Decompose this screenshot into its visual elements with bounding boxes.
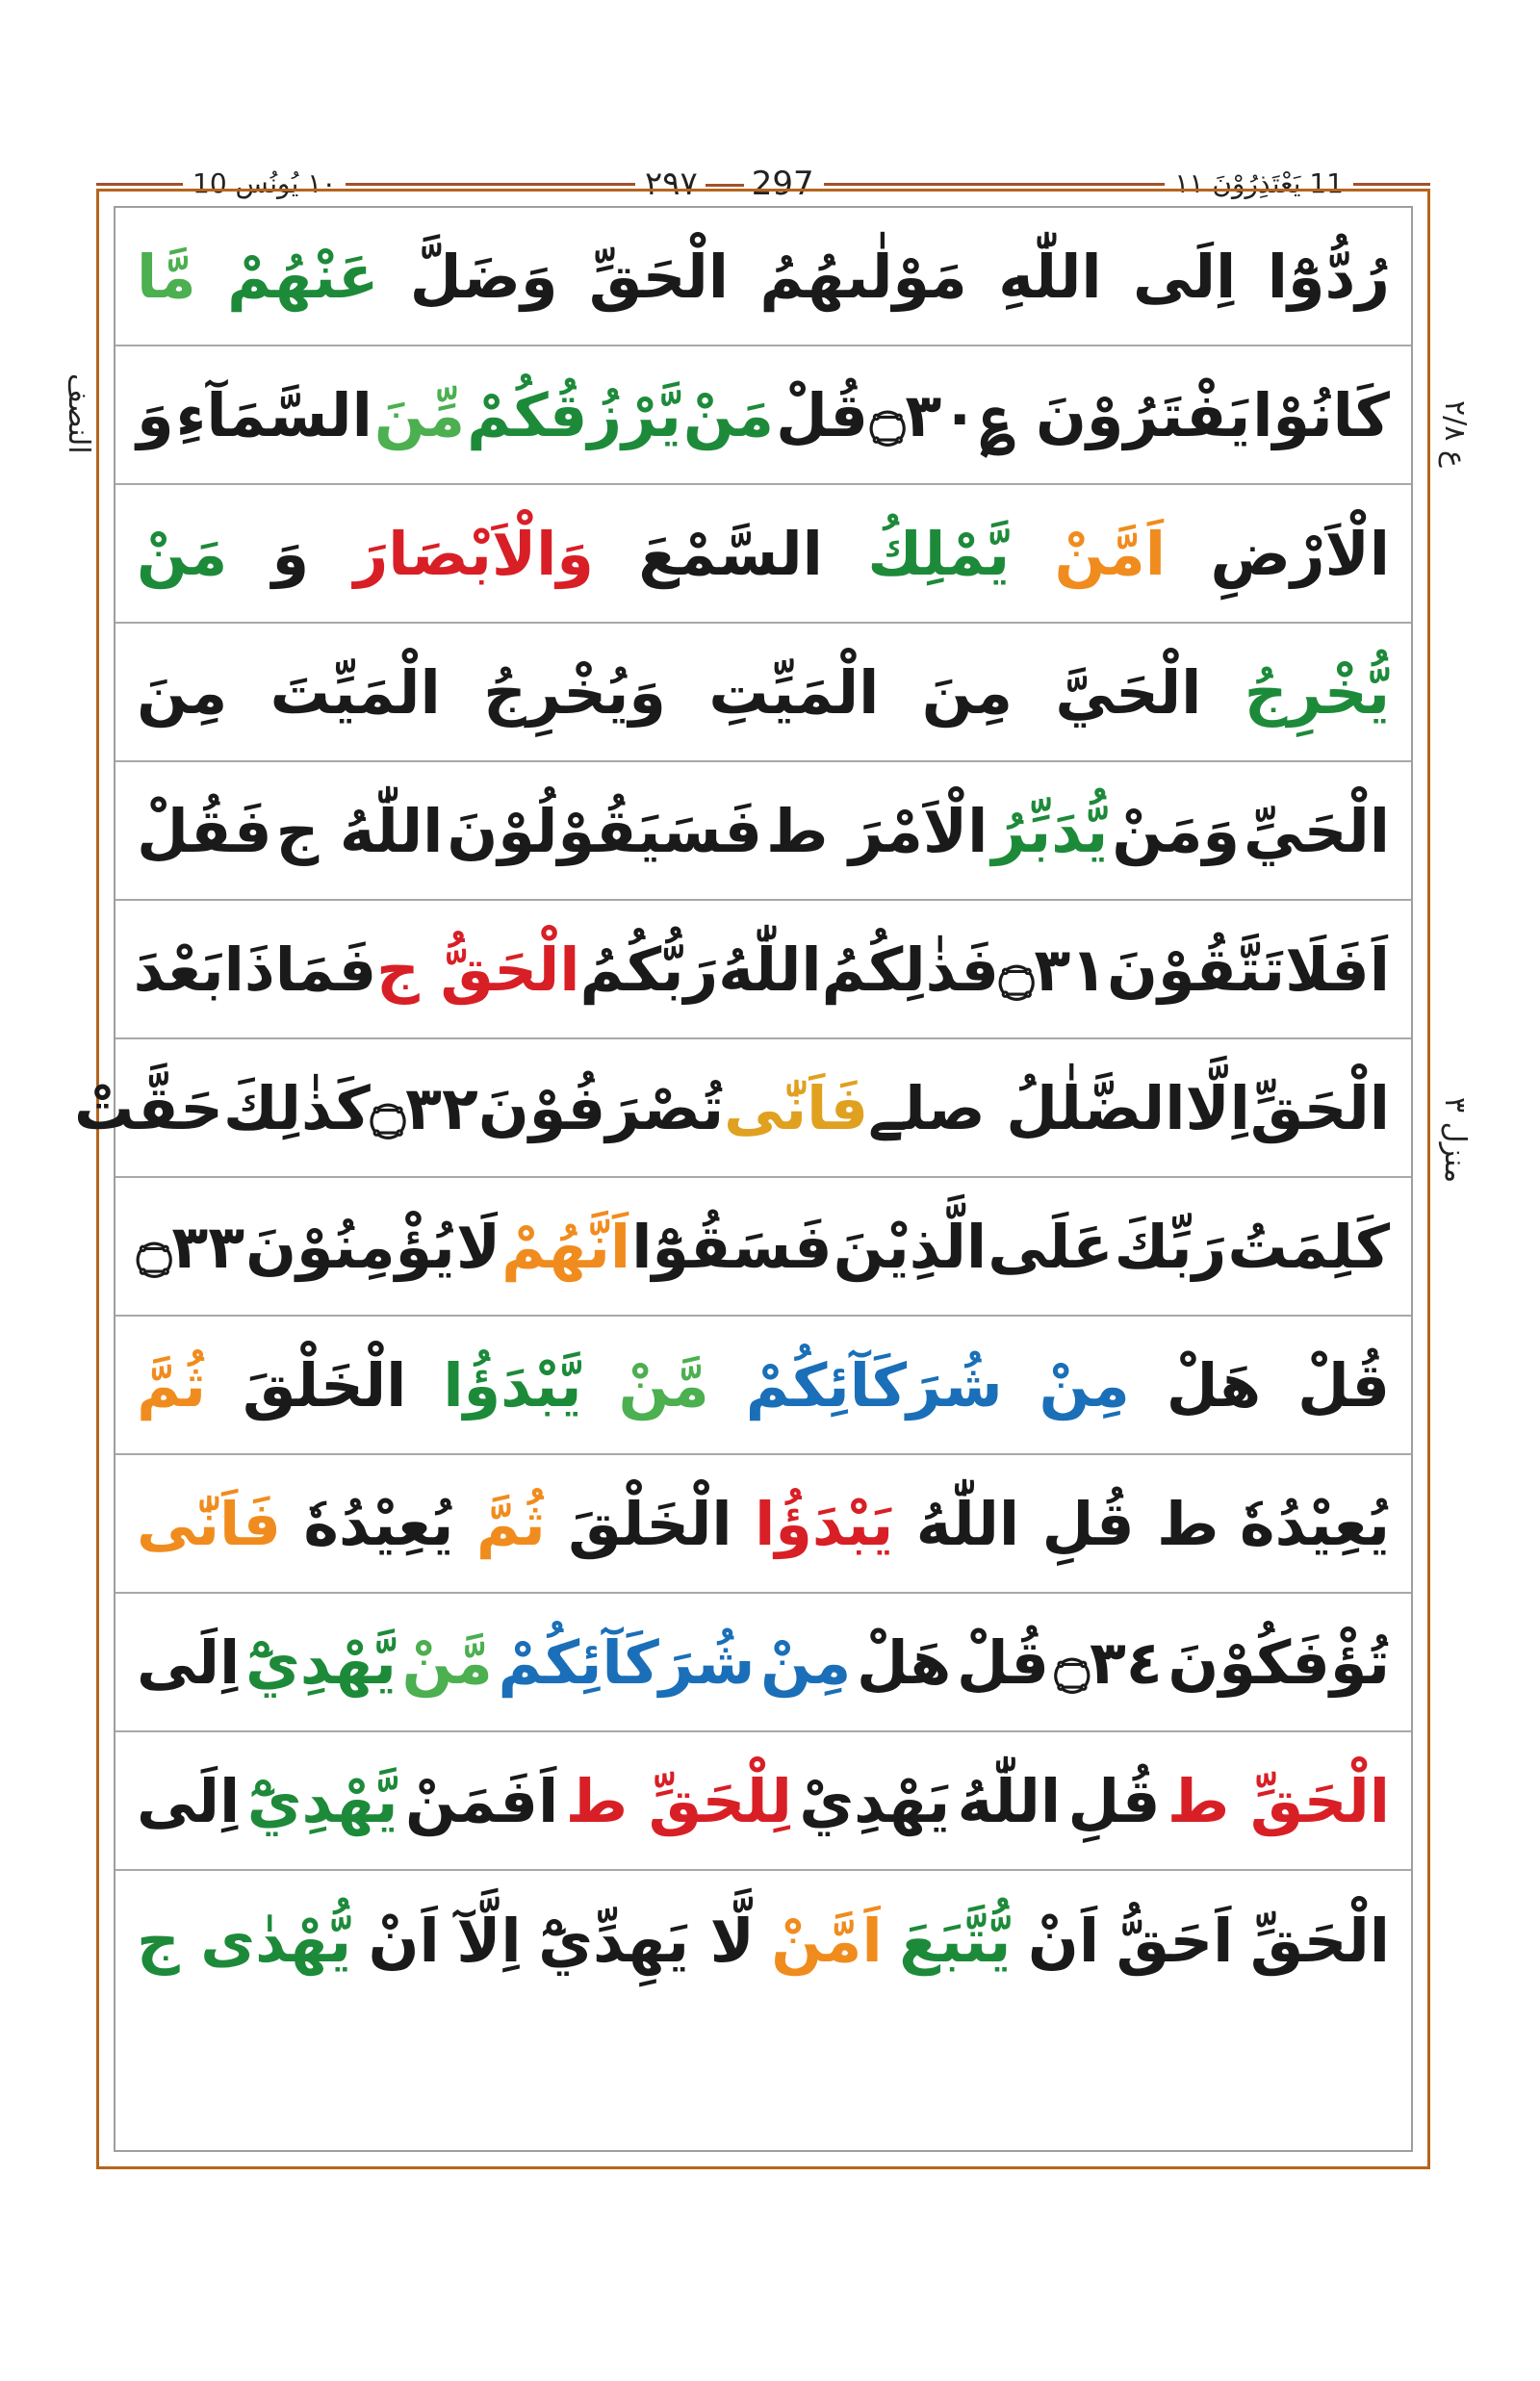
ayah-number-marker: ۝٣٢ bbox=[370, 1072, 478, 1143]
quran-word: ثُمَّ bbox=[137, 1349, 206, 1421]
quran-word: يُّتَّبَعَ bbox=[899, 1905, 1012, 1976]
text-line-13 bbox=[116, 1871, 1411, 2010]
quran-word: يَّرْزُقُكُمْ bbox=[467, 379, 681, 450]
quran-word: وَ bbox=[137, 379, 174, 450]
quran-word: وَضَلَّ bbox=[409, 241, 558, 312]
quran-word: وَالْاَبْصَارَ bbox=[353, 518, 594, 589]
quran-word: شُرَكَآئِكُمْ bbox=[498, 1626, 756, 1698]
quran-word: الْحَقِّ bbox=[1249, 1072, 1390, 1143]
quran-word: اللّٰهُ ج bbox=[275, 795, 444, 866]
ayah-number-marker: ۝٣٠ bbox=[870, 379, 979, 450]
quran-word: اَمَّنْ bbox=[771, 1905, 883, 1976]
text-line-7 bbox=[73, 1039, 1411, 1178]
quran-word: يُعِيْدُهٗ ط bbox=[1157, 1488, 1390, 1559]
quran-word: لَّا يَهِدِّيْٓ bbox=[538, 1905, 755, 1976]
quran-word: قُلِ bbox=[1041, 1488, 1135, 1559]
quran-word: يُعِيْدُهٗ bbox=[303, 1488, 454, 1559]
margin-note-ruku: ع ٢/٨ bbox=[1438, 400, 1472, 468]
quran-word: فَذٰلِكُمُ bbox=[821, 934, 1000, 1005]
quran-word: كَانُوْا bbox=[1252, 379, 1390, 450]
quran-word: اَنْ bbox=[368, 1905, 440, 1976]
quran-word: مِنْ bbox=[1039, 1349, 1130, 1421]
surah-name: ١٠ يُونُس 10 bbox=[183, 162, 346, 206]
quran-word: اِلَى bbox=[137, 1626, 241, 1698]
quran-word: كَلِمَتُ bbox=[1227, 1211, 1390, 1282]
quran-word: ثُمَّ bbox=[475, 1488, 546, 1559]
quran-word: يُّدَبِّرُ bbox=[991, 795, 1109, 866]
page-number-urdu: ٢٩٧ bbox=[645, 165, 698, 203]
text-line-5 bbox=[116, 762, 1411, 901]
quran-word: مِّنَ bbox=[373, 379, 466, 450]
quran-word: اللّٰهُ bbox=[718, 934, 822, 1005]
quran-word: مَنْ bbox=[682, 379, 775, 450]
quran-word: اَحَقُّ bbox=[1116, 1905, 1234, 1976]
quran-word: اَنْ bbox=[1027, 1905, 1100, 1976]
page-number-separator bbox=[706, 184, 744, 187]
quran-word: لِلْحَقِّ ط bbox=[565, 1765, 792, 1836]
quran-word: يَّهْدِيْٓ bbox=[246, 1765, 398, 1836]
quran-word: بَعْدَ bbox=[133, 934, 224, 1005]
quran-word: مَوْلٰىهُمُ bbox=[759, 241, 967, 312]
quran-word: اِلَّا bbox=[1185, 1072, 1250, 1143]
quran-word: الْحَقُّ ج bbox=[376, 934, 580, 1005]
quran-word: مِنَ bbox=[921, 656, 1013, 728]
quran-word: تُؤْفَكُوْنَ bbox=[1168, 1626, 1390, 1698]
quran-word: فَسَيَقُوْلُوْنَ bbox=[447, 795, 762, 866]
quran-word: مَّنْ bbox=[401, 1626, 493, 1698]
quran-word: يُّهْدٰى ج bbox=[137, 1905, 352, 1976]
text-line-9 bbox=[116, 1317, 1411, 1455]
quran-word: يَفْتَرُوْنَ ؏ bbox=[980, 379, 1251, 450]
quran-word: الْحَقِّ ط bbox=[1167, 1765, 1390, 1836]
quran-word: عَلَى bbox=[988, 1211, 1114, 1282]
quran-word: وَمَنْ bbox=[1112, 795, 1241, 866]
quran-word: فَاَنّٰى bbox=[137, 1488, 281, 1559]
quran-word: فَمَاذَا bbox=[223, 934, 377, 1005]
ayah-number-marker: ۝٣٣ bbox=[137, 1211, 245, 1282]
text-line-1 bbox=[116, 208, 1411, 346]
quran-word: الْحَقِّ bbox=[1249, 1905, 1390, 1976]
quran-word: تُصْرَفُوْنَ bbox=[477, 1072, 725, 1143]
quran-word: يَهْدِيْ bbox=[799, 1765, 951, 1836]
text-line-6 bbox=[116, 901, 1411, 1039]
quran-word: اَنَّهُمْ bbox=[501, 1211, 631, 1282]
quran-word: رَبُّكُمُ bbox=[579, 934, 719, 1005]
quran-word: فَاَنّٰى bbox=[724, 1072, 869, 1143]
quran-word: يَّبْدَؤُا bbox=[443, 1349, 582, 1421]
quran-word: شُرَكَآئِكُمْ bbox=[745, 1349, 1003, 1421]
quran-word: يَبْدَؤُا bbox=[755, 1488, 894, 1559]
quran-word: السَّمَآءِ bbox=[175, 379, 372, 450]
quran-word: قُلِ bbox=[1067, 1765, 1161, 1836]
quran-word: كَذٰلِكَ bbox=[222, 1072, 371, 1143]
text-line-2 bbox=[116, 346, 1411, 485]
text-line-3 bbox=[116, 485, 1411, 624]
text-line-12 bbox=[116, 1732, 1411, 1871]
ayah-number-marker: ۝٣١ bbox=[999, 934, 1108, 1005]
text-line-4 bbox=[116, 624, 1411, 762]
quran-word: تَتَّقُوْنَ bbox=[1107, 934, 1286, 1005]
quran-word: الْحَيَّ bbox=[1055, 656, 1202, 728]
quran-word: حَقَّتْ bbox=[73, 1072, 223, 1143]
page-number-latin: 297 bbox=[751, 165, 814, 203]
quran-word: الضَّلٰلُ صلے bbox=[868, 1072, 1186, 1143]
quran-word: الْحَقِّ bbox=[588, 241, 729, 312]
quran-word: رَبِّكَ bbox=[1114, 1211, 1227, 1282]
quran-word: اِلَى bbox=[137, 1765, 241, 1836]
quran-word: مَنْ bbox=[137, 518, 228, 589]
quran-word: هَلْ bbox=[1166, 1349, 1262, 1421]
margin-note-manzil: منزل ٣ bbox=[1438, 1097, 1472, 1184]
quran-word: مَّنْ bbox=[618, 1349, 709, 1421]
quran-word: الْحَيِّ bbox=[1244, 795, 1390, 866]
quran-word: الْخَلْقَ bbox=[568, 1488, 732, 1559]
quran-word: يَّمْلِكُ bbox=[867, 518, 1011, 589]
quran-word: مَّا bbox=[137, 241, 196, 312]
quran-word: اِلَى bbox=[1133, 241, 1237, 312]
quran-word: عَنْهُمْ bbox=[227, 241, 379, 312]
quran-word: اِلَّآ bbox=[456, 1905, 522, 1976]
text-line-11 bbox=[116, 1594, 1411, 1732]
quran-word: لَا bbox=[455, 1211, 500, 1282]
ayah-number-marker: ۝٣٤ bbox=[1054, 1626, 1163, 1698]
quran-word: يُؤْمِنُوْنَ bbox=[245, 1211, 455, 1282]
quran-word: وَيُخْرِجُ bbox=[483, 656, 666, 728]
quran-word: يُّخْرِجُ bbox=[1244, 656, 1390, 728]
quran-word: اَمَّنْ bbox=[1054, 518, 1167, 589]
text-line-10 bbox=[116, 1455, 1411, 1594]
quran-word: الْمَيِّتِ bbox=[708, 656, 880, 728]
quran-word: قُلْ bbox=[1297, 1349, 1390, 1421]
quran-word: الْخَلْقَ bbox=[242, 1349, 407, 1421]
quran-word: الْاَمْرَ ط bbox=[765, 795, 988, 866]
quran-word: اللّٰهُ bbox=[915, 1488, 1020, 1559]
margin-note-nisf: النصف bbox=[62, 373, 95, 454]
quran-word: السَّمْعَ bbox=[638, 518, 823, 589]
quran-word: قُلْ bbox=[776, 379, 869, 450]
quran-word: الَّذِيْنَ bbox=[833, 1211, 988, 1282]
quran-word: فَسَقُوْٓا bbox=[631, 1211, 833, 1282]
quran-word: الْمَيِّتَ bbox=[270, 656, 441, 728]
quran-word: اَفَمَنْ bbox=[405, 1765, 559, 1836]
juz-name: 11 يَعْتَذِرُوْنَ ١١ bbox=[1165, 162, 1353, 206]
quran-word: اللّٰهُ bbox=[957, 1765, 1062, 1836]
quran-word: هَلْ bbox=[856, 1626, 952, 1698]
quran-word: وَ bbox=[271, 518, 310, 589]
quran-word: قُلْ bbox=[957, 1626, 1049, 1698]
text-line-8 bbox=[116, 1178, 1411, 1317]
quran-word: اَفَلَا bbox=[1285, 934, 1390, 1005]
quran-word: رُدُّوْٓا bbox=[1267, 241, 1390, 312]
quran-word: مِنَ bbox=[137, 656, 228, 728]
quran-word: فَقُلْ bbox=[137, 795, 272, 866]
quran-word: اللّٰهِ bbox=[998, 241, 1102, 312]
quran-word: الْاَرْضِ bbox=[1210, 518, 1390, 589]
quran-word: يَّهْدِيْٓ bbox=[245, 1626, 397, 1698]
quran-word: مِنْ bbox=[760, 1626, 852, 1698]
